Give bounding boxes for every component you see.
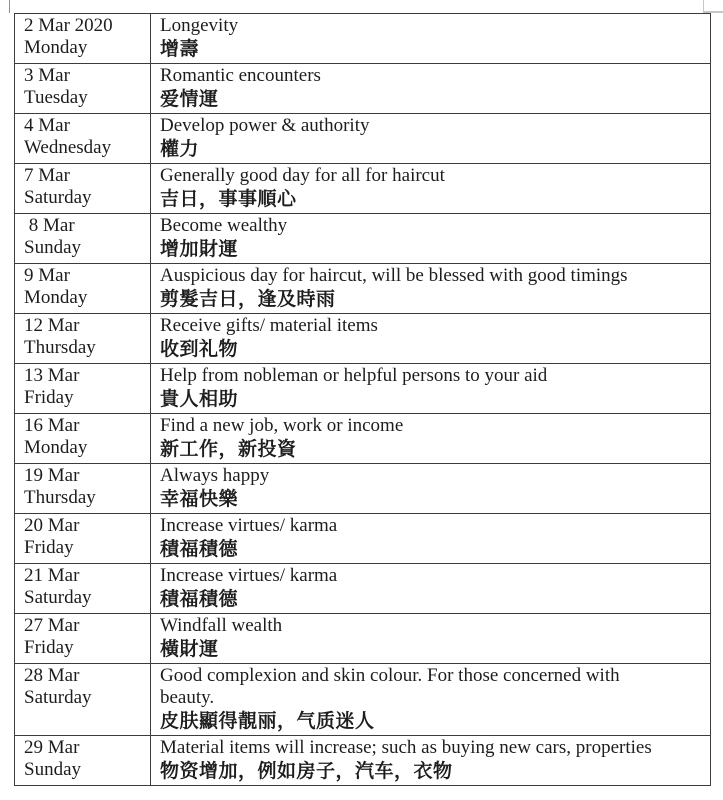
auspicious-days-table xyxy=(14,13,711,786)
day-text: Wednesday xyxy=(24,137,112,158)
date-text: 21 Mar xyxy=(24,565,80,586)
description-cell xyxy=(151,414,711,464)
date-text: 2 Mar 2020 xyxy=(24,15,113,36)
english-line: Material items will increase; such as buying new cars, properties xyxy=(160,737,652,758)
chinese-description: 幸福快樂 xyxy=(160,489,239,510)
day-text: Monday xyxy=(24,37,88,58)
english-line: Auspicious day for haircut, will be blessed with good timings xyxy=(160,265,628,286)
description-cell xyxy=(151,114,711,164)
table-row xyxy=(15,514,711,564)
date-text: 9 Mar xyxy=(24,265,70,286)
date-cell xyxy=(15,514,151,564)
date-text: 12 Mar xyxy=(24,315,80,336)
table-row xyxy=(15,664,711,736)
english-line: Windfall wealth xyxy=(160,615,283,636)
english-description xyxy=(160,615,702,637)
table-row xyxy=(15,114,711,164)
description-cell xyxy=(151,214,711,264)
date-text: 8 Mar xyxy=(24,215,75,236)
date-text: 20 Mar xyxy=(24,515,80,536)
chinese-description: 物资增加，例如房子，汽车，衣物 xyxy=(160,761,453,782)
chinese-description: 權力 xyxy=(160,139,200,160)
day-text: Saturday xyxy=(24,687,92,708)
date-text: 7 Mar xyxy=(24,165,70,186)
description-cell xyxy=(151,264,711,314)
english-description xyxy=(160,737,702,759)
english-line: Find a new job, work or income xyxy=(160,415,404,436)
day-text: Sunday xyxy=(24,759,81,780)
date-text: 4 Mar xyxy=(24,115,70,136)
chinese-description: 爱情運 xyxy=(160,89,219,110)
table-row xyxy=(15,564,711,614)
english-line: Receive gifts/ material items xyxy=(160,315,378,336)
date-cell xyxy=(15,214,151,264)
day-text: Thursday xyxy=(24,337,96,358)
date-text: 19 Mar xyxy=(24,465,80,486)
english-line: Increase virtues/ karma xyxy=(160,515,338,536)
description-cell xyxy=(151,464,711,514)
english-line: Romantic encounters xyxy=(160,65,321,86)
english-line: Help from nobleman or helpful persons to your aid xyxy=(160,365,548,386)
date-text: 13 Mar xyxy=(24,365,80,386)
date-cell xyxy=(15,464,151,514)
day-text: Monday xyxy=(24,437,88,458)
day-text: Sunday xyxy=(24,237,81,258)
table-row xyxy=(15,64,711,114)
english-description xyxy=(160,15,702,37)
table-row xyxy=(15,14,711,64)
table-row xyxy=(15,364,711,414)
day-text: Monday xyxy=(24,287,88,308)
day-text: Tuesday xyxy=(24,87,88,108)
date-text: 3 Mar xyxy=(24,65,70,86)
description-cell xyxy=(151,664,711,736)
day-text: Friday xyxy=(24,387,74,408)
description-cell xyxy=(151,64,711,114)
chinese-description: 增加財運 xyxy=(160,239,239,260)
english-description xyxy=(160,65,702,87)
english-line: Good complexion and skin colour. For those concerned with xyxy=(160,665,620,686)
table-row xyxy=(15,414,711,464)
date-cell xyxy=(15,664,151,736)
date-text: 29 Mar xyxy=(24,737,80,758)
description-cell xyxy=(151,564,711,614)
day-text: Saturday xyxy=(24,187,92,208)
english-description xyxy=(160,115,702,137)
date-cell xyxy=(15,264,151,314)
table-row xyxy=(15,264,711,314)
table-row xyxy=(15,314,711,364)
english-line: Increase virtues/ karma xyxy=(160,565,338,586)
english-description xyxy=(160,215,702,237)
chinese-description: 增壽 xyxy=(160,39,200,60)
day-text: Friday xyxy=(24,637,74,658)
chinese-description: 新工作，新投資 xyxy=(160,439,297,460)
date-cell xyxy=(15,414,151,464)
date-cell xyxy=(15,564,151,614)
chinese-description: 剪髮吉日，逢及時雨 xyxy=(160,289,336,310)
english-description xyxy=(160,565,702,587)
table-row xyxy=(15,736,711,786)
chinese-description: 貴人相助 xyxy=(160,389,239,410)
english-line: Longevity xyxy=(160,15,239,36)
english-line: beauty. xyxy=(160,687,215,708)
chinese-description: 積福積德 xyxy=(160,539,239,560)
description-cell xyxy=(151,14,711,64)
cropped-table-edge-left xyxy=(9,0,10,13)
date-cell xyxy=(15,164,151,214)
english-description xyxy=(160,365,702,387)
chinese-description: 吉日，事事順心 xyxy=(160,189,297,210)
table-body xyxy=(15,14,711,786)
day-text: Saturday xyxy=(24,587,92,608)
table-row xyxy=(15,164,711,214)
date-text: 27 Mar xyxy=(24,615,80,636)
chinese-description: 積福積德 xyxy=(160,589,239,610)
table-row xyxy=(15,614,711,664)
date-cell xyxy=(15,64,151,114)
english-description xyxy=(160,515,702,537)
date-cell xyxy=(15,614,151,664)
date-cell xyxy=(15,314,151,364)
english-description xyxy=(160,415,702,437)
english-description xyxy=(160,315,702,337)
table-row xyxy=(15,214,711,264)
description-cell xyxy=(151,364,711,414)
date-text: 16 Mar xyxy=(24,415,80,436)
description-cell xyxy=(151,736,711,786)
english-description xyxy=(160,265,702,287)
chinese-description: 橫財運 xyxy=(160,639,219,660)
chinese-description: 皮肤顯得靚丽，气质迷人 xyxy=(160,711,375,732)
english-line: Develop power & authority xyxy=(160,115,370,136)
english-line: Become wealthy xyxy=(160,215,288,236)
english-line: Generally good day for all for haircut xyxy=(160,165,445,186)
table-row xyxy=(15,464,711,514)
description-cell xyxy=(151,614,711,664)
chinese-description: 收到礼物 xyxy=(160,339,239,360)
date-cell xyxy=(15,114,151,164)
date-cell xyxy=(15,364,151,414)
description-cell xyxy=(151,314,711,364)
description-cell xyxy=(151,164,711,214)
date-text: 28 Mar xyxy=(24,665,80,686)
day-text: Friday xyxy=(24,537,74,558)
english-description xyxy=(160,165,702,187)
english-description xyxy=(160,665,702,709)
description-cell xyxy=(151,514,711,564)
english-line: Always happy xyxy=(160,465,270,486)
date-cell xyxy=(15,736,151,786)
english-description xyxy=(160,465,702,487)
day-text: Thursday xyxy=(24,487,96,508)
date-cell xyxy=(15,14,151,64)
